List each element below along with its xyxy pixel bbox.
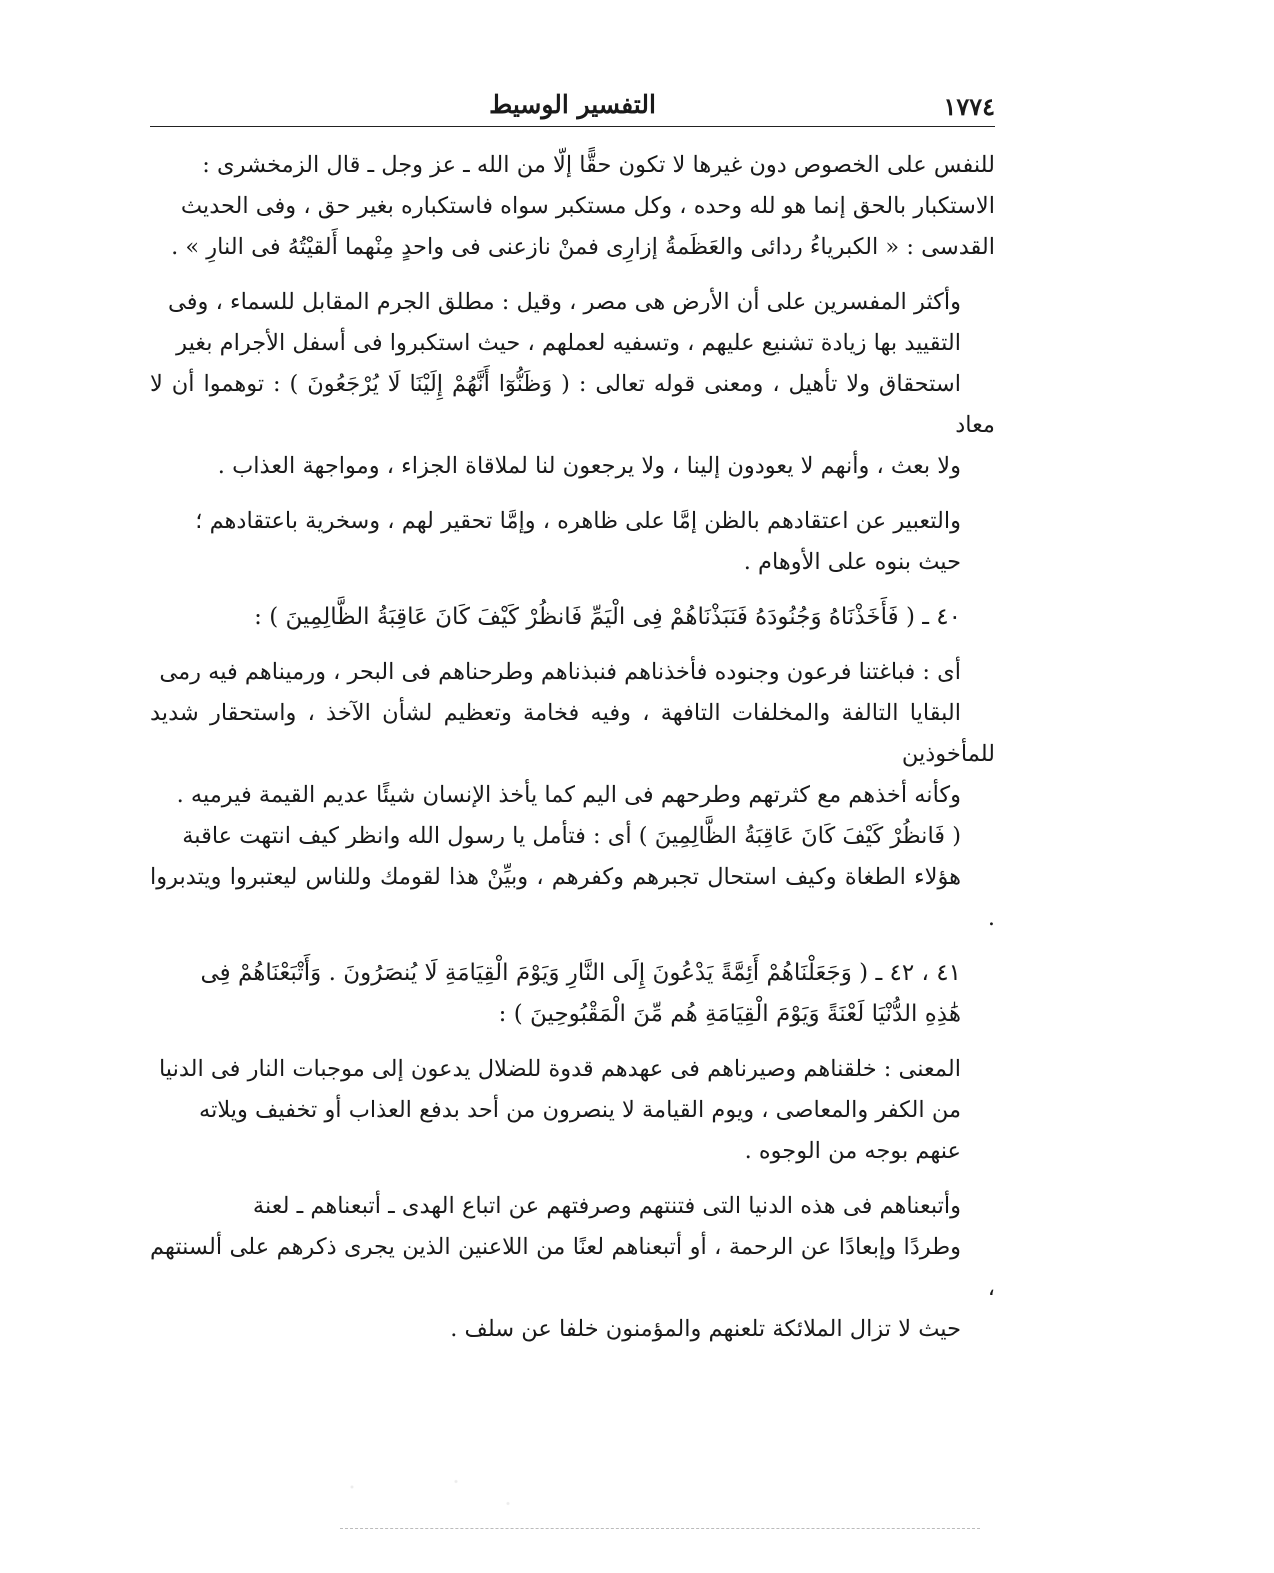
text-line: المعنى : خلقناهم وصيرناهم فى عهدهم قدوة للضلال يدعون إلى موجبات النار فى الدنيا xyxy=(158,1056,961,1082)
verse-40 xyxy=(150,597,995,638)
text-line: والتعبير عن اعتقادهم بالظن إمَّا على ظاهره ، وإمَّا تحقير لهم ، وسخرية باعتقادهم ؛ xyxy=(195,508,961,534)
text-line: أى : فباغتنا فرعون وجنوده فأخذناهم فنبذناهم وطرحناهم فى البحر ، ورميناهم فيه رمى xyxy=(159,659,961,685)
text-line: القدسى : « الكبرياءُ ردائى والعَظَمةُ إزارِى فمنْ نازعنى فى واحدٍ مِنْهما أَلقيْتُهُ فى النارِ » . xyxy=(171,234,995,260)
text-line: الاستكبار بالحق إنما هو لله وحده ، وكل مستكبر سواه فاستكباره بغير حق ، وفى الحديث xyxy=(180,193,995,219)
paragraph-3 xyxy=(150,501,995,583)
text-line: وكأنه أخذهم مع كثرتهم وطرحهم فى اليم كما يأخذ الإنسان شيئًا عديم القيمة فيرميه . xyxy=(176,782,961,808)
scan-noise xyxy=(300,1465,560,1520)
document-page xyxy=(150,90,995,1364)
text-line: عنهم بوجه من الوجوه . xyxy=(744,1138,961,1164)
paragraph-4 xyxy=(150,652,995,939)
text-line: حيث لا تزال الملائكة تلعنهم والمؤمنون خلفا عن سلف . xyxy=(450,1316,961,1342)
page-header xyxy=(150,90,995,127)
text-line: وطردًا وإبعادًا عن الرحمة ، أو أتبعناهم لعنًا من اللاعنين الذين يجرى ذكرهم على ألسنتهم ، xyxy=(150,1234,995,1301)
verse-line: هَٰذِهِ الدُّنْيَا لَعْنَةً وَيَوْمَ الْقِيَامَةِ هُم مِّنَ الْمَقْبُوحِينَ ) : xyxy=(498,1001,961,1027)
verse-41-42 xyxy=(150,953,995,1035)
text-line: ولا بعث ، وأنهم لا يعودون إلينا ، ولا يرجعون لنا لملاقاة الجزاء ، ومواجهة العذاب . xyxy=(217,453,961,479)
paragraph-2 xyxy=(150,282,995,487)
page-body xyxy=(150,145,995,1350)
verse-line: ٤٠ ـ ( فَأَخَذْنَاهُ وَجُنُودَهُ فَنَبَذْنَاهُمْ فِى الْيَمِّ فَانظُرْ كَيْفَ كَانَ عَاقِبَةُ الظَّالِمِينَ ) : xyxy=(254,604,961,630)
paragraph-1 xyxy=(150,145,995,268)
paragraph-6 xyxy=(150,1186,995,1350)
text-line: حيث بنوه على الأوهام . xyxy=(743,549,961,575)
text-line: التقييد بها زيادة تشنيع عليهم ، وتسفيه لعملهم ، حيث استكبروا فى أسفل الأجرام بغير xyxy=(176,330,961,356)
text-line: من الكفر والمعاصى ، ويوم القيامة لا ينصرون من أحد بدفع العذاب أو تخفيف ويلاته xyxy=(199,1097,961,1123)
text-line: هؤلاء الطغاة وكيف استحال تجبرهم وكفرهم ، وبيِّنْ هذا لقومك وللناس ليعتبروا ويتدبروا . xyxy=(150,864,995,931)
text-line: البقايا التالفة والمخلفات التافهة ، وفيه فخامة وتعظيم لشأن الآخذ ، واستحقار شديد للمأخوذين xyxy=(150,700,995,767)
text-line: وأتبعناهم فى هذه الدنيا التى فتنتهم وصرفتهم عن اتباع الهدى ـ أتبعناهم ـ لعنة xyxy=(252,1193,961,1219)
page-number: ١٧٧٤ xyxy=(943,92,995,121)
text-line: وأكثر المفسرين على أن الأرض هى مصر ، وقيل : مطلق الجرم المقابل للسماء ، وفى xyxy=(168,289,961,315)
paragraph-5 xyxy=(150,1049,995,1172)
verse-line: ٤١ ، ٤٢ ـ ( وَجَعَلْنَاهُمْ أَئِمَّةً يَدْعُونَ إِلَى النَّارِ وَيَوْمَ الْقِيَامَةِ لَا يُنصَرُونَ . وَأَتْبَعْنَاهُمْ فِى xyxy=(200,960,961,986)
scan-bottom-artifact xyxy=(340,1528,980,1529)
text-line: ( فَانظُرْ كَيْفَ كَانَ عَاقِبَةُ الظَّالِمِينَ ) أى : فتأمل يا رسول الله وانظر كيف انتهت عاقبة xyxy=(182,823,961,849)
text-line: استحقاق ولا تأهيل ، ومعنى قوله تعالى : ( وَظَنُّوٓا أَنَّهُمْ إِلَيْنَا لَا يُرْجَعُونَ ) : توهموا أن لا معاد xyxy=(150,371,995,438)
text-line: للنفس على الخصوص دون غيرها لا تكون حقًّا إلّا من الله ـ عز وجل ـ قال الزمخشرى : xyxy=(202,152,995,178)
book-title: التفسير الوسيط xyxy=(489,90,656,119)
